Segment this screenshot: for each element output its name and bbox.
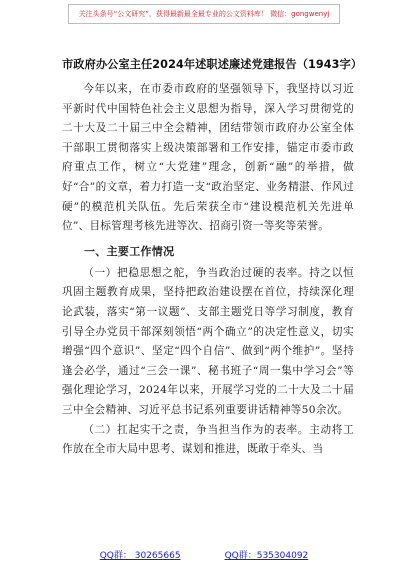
item-2-lead: （二）扛起实干之责，争当担当作为的表率。 [83,423,310,436]
footer-qq-group-1[interactable]: QQ群： 30265665 [99,551,181,561]
item-1-text: 持之以恒巩固主题教育成果，坚持把政治建设摆在首位，持续深化理论武装，落实“第一议题”、支部主题党日等学习制度，教育引导全办党员干部深刻领悟“两个确立”的决定性意义，切实增强“四个意识”、坚定“四个自信”、做到“两个维护”。坚持逢会必学，通过“三会一课”、秘书班子“周一集中学习会”等强化理论学习，2024年以来，开展学习党的二十大及二十届三中全会精神、习近平总书记系列重要讲话精神等50余次。 [62,266,354,416]
item-paragraph-2 [62,421,354,460]
item-1-lead: （一）把稳思想之舵，争当政治过硬的表率。 [83,266,310,279]
footer-qq-group-2[interactable]: QQ群：535304092 [224,551,309,561]
item-2-text: 主动将工作放在全市大局中思考、谋划和推进，既敢于牵头、当 [62,423,354,456]
footer-bar [0,548,408,566]
header-banner-text: 关注头条号“公文研究”，获得最新最全最专业的公文资料库！ 微信：gongwenyj [78,10,330,18]
document-title: 市政府办公室主任2024年述职述廉述党建报告（1943字） [62,58,363,71]
intro-paragraph: 今年以来，在市委市政府的坚强领导下，我坚持以习近平新时代中国特色社会主义思想为指导，深入学习贯彻党的二十大及二十届三中全会精神，团结带领市政府办公室全体干部职工贯彻落实上级决策部署和工作安排，锚定市委市政府重点工作，树立“大党建”理念，创新“融”的举措，做好“合”的文章，着力打造一支“政治坚定、业务精湛、作风过硬”的模范机关队伍。先后荣获全市“建设模范机关先进单位”、目标管理考核先进等次、招商引资一等奖等荣誉。 [62,83,354,233]
header-banner [68,4,340,24]
document-body [62,80,354,460]
item-paragraph-1 [62,264,354,421]
section-heading: 一、主要工作情况 [84,244,175,258]
